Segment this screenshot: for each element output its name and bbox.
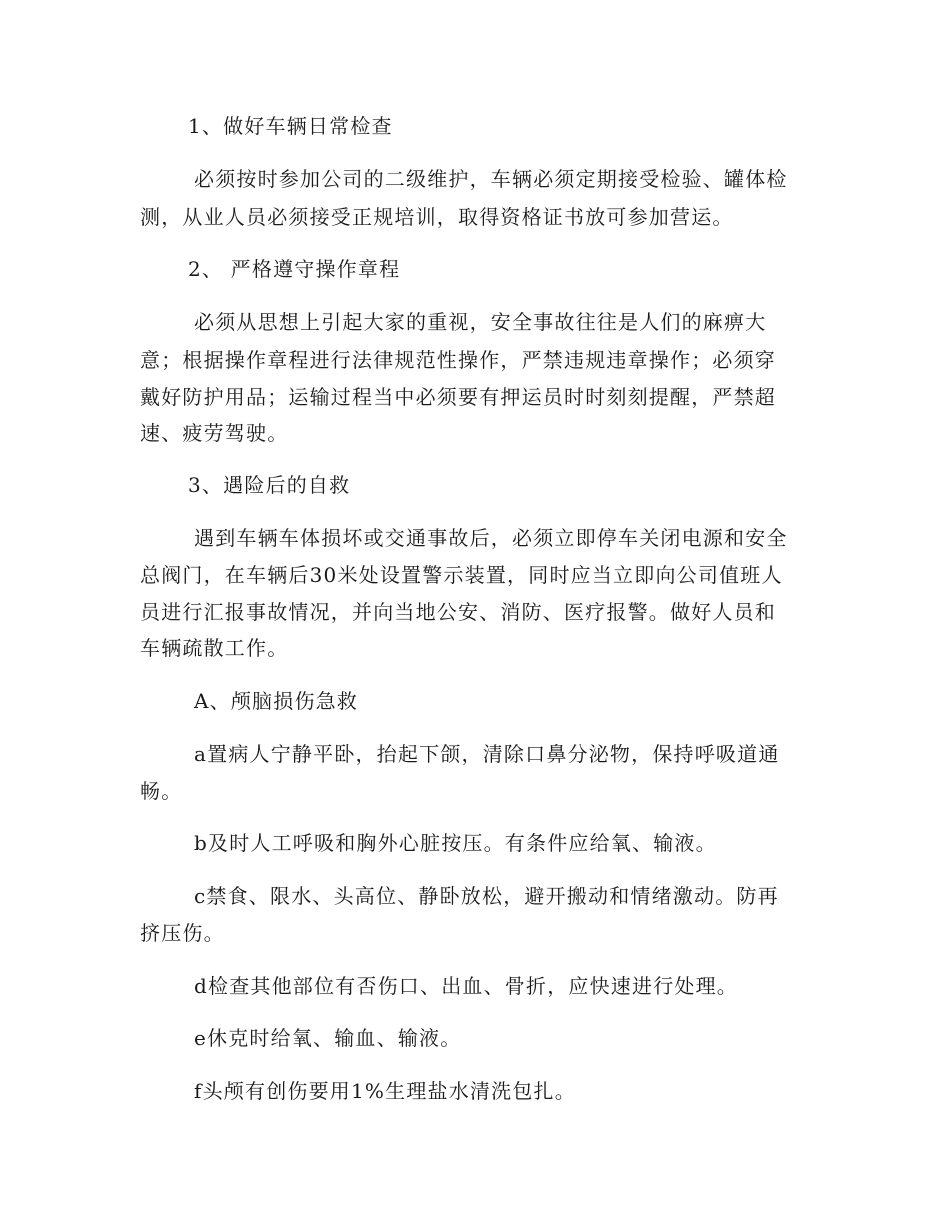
item-f: f头颅有创伤要用1%生理盐水清洗包扎。	[194, 1079, 576, 1103]
item-a-line-1: a置病人宁静平卧，抬起下颌，清除口鼻分泌物，保持呼吸道通	[194, 742, 780, 766]
paragraph-3-line-2: 总阀门，在车辆后30米处设置警示装置，同时应当立即向公司值班人	[140, 563, 783, 587]
item-a-line-2: 畅。	[140, 779, 183, 803]
paragraph-2-line-1: 必须从思想上引起大家的重视，安全事故往往是人们的麻痹大	[194, 310, 767, 334]
subheading-a: A、颅脑损伤急救	[194, 689, 359, 713]
paragraph-2-line-2: 意；根据操作章程进行法律规范性操作，严禁违规违章操作；必须穿	[140, 348, 776, 372]
item-c-line-2: 挤压伤。	[140, 921, 225, 945]
heading-3: 3、遇险后的自救	[188, 473, 351, 497]
item-b: b及时人工呼吸和胸外心脏按压。有条件应给氧、输液。	[194, 831, 717, 855]
item-c-line-1: c禁食、限水、头高位、静卧放松，避开搬动和情绪激动。防再	[194, 884, 779, 908]
paragraph-3-line-1: 遇到车辆车体损坏或交通事故后，必须立即停车关闭电源和安全	[194, 526, 788, 550]
item-e: e休克时给氧、输血、输液。	[194, 1026, 462, 1050]
heading-2: 2、 严格遵守操作章程	[188, 257, 401, 281]
paragraph-2-line-3: 戴好防护用品；运输过程当中必须要有押运员时时刻刻提醒，严禁超	[140, 385, 776, 409]
paragraph-3-line-4: 车辆疏散工作。	[140, 636, 289, 660]
paragraph-1-line-2: 测，从业人员必须接受正规培训，取得资格证书放可参加营运。	[140, 205, 734, 229]
item-d: d检查其他部位有否伤口、出血、骨折，应快速进行处理。	[194, 974, 739, 998]
paragraph-2-line-4: 速、疲劳驾驶。	[140, 421, 289, 445]
paragraph-1-line-1: 必须按时参加公司的二级维护，车辆必须定期接受检验、罐体检	[194, 167, 788, 191]
paragraph-3-line-3: 员进行汇报事故情况，并向当地公安、消防、医疗报警。做好人员和	[140, 600, 776, 624]
heading-1: 1、做好车辆日常检查	[188, 114, 393, 138]
